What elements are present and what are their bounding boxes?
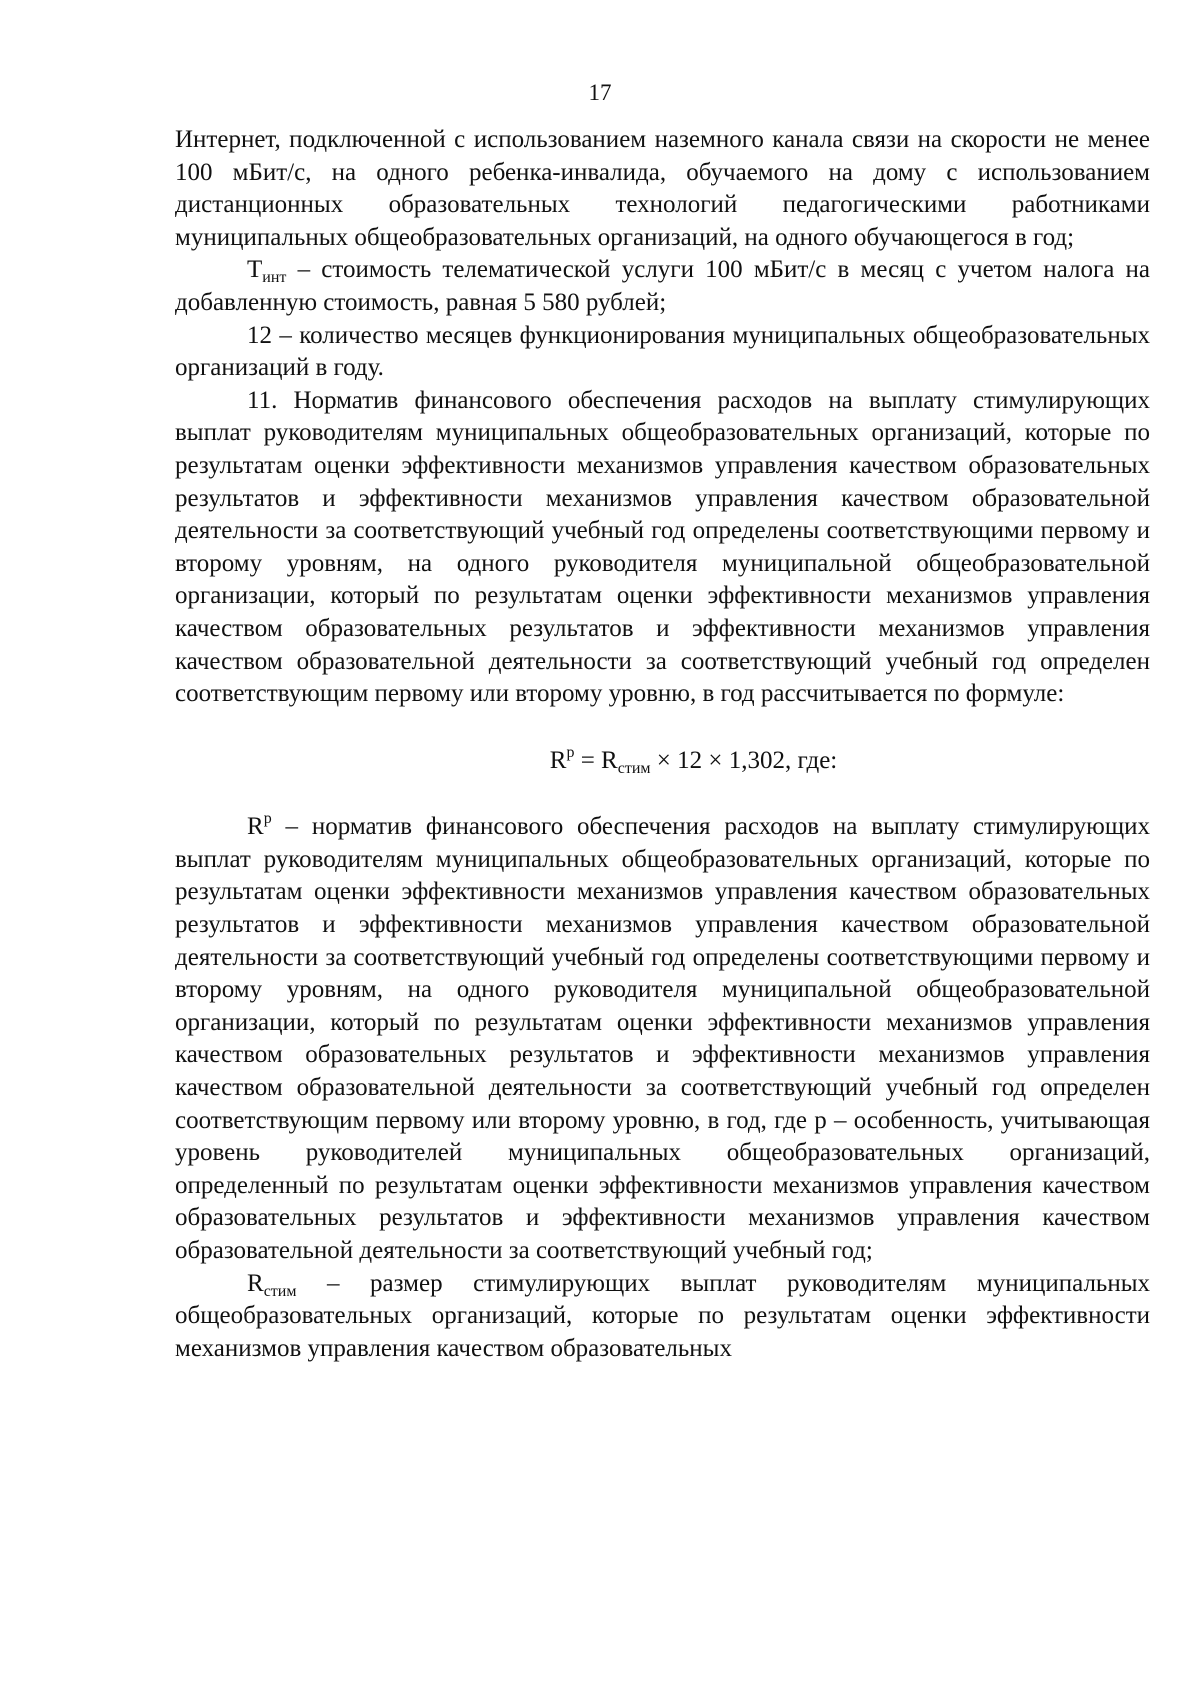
formula <box>175 745 1150 778</box>
term-r-p-superscript: р <box>263 810 272 828</box>
term-r-stim-subscript: стим <box>263 1282 297 1300</box>
term-r-stim <box>247 1269 297 1300</box>
page-number: 17 <box>588 80 612 105</box>
paragraph-months-definition: 12 – количество месяцев функционирования муниципальных общеобразовательных организаций в году. <box>175 321 1150 382</box>
formula-rhs-subscript: стим <box>617 759 651 777</box>
paragraph-item-11: 11. Норматив финансового обеспечения расходов на выплату стимулирующих выплат руководителям муниципальных общеобразовательных организаций, которые по результатам оценки эффективности механизмов управления качеством образовательных результатов и эффективности механизмов управления качеством образовательной деятельности за соответствующий учебный год определены соответствующими первому и второму уровням, на одного руководителя муниципальной общеобразовательной организации, который по результатам оценки эффективности механизмов управления качеством образовательных результатов и эффективности механизмов управления качеством образовательной деятельности за соответствующий учебный год определен соответствующим первому или второму уровню, в год рассчитывается по формуле: <box>175 386 1150 708</box>
formula-rhs-base: R <box>601 746 618 774</box>
document-body <box>175 124 1150 1365</box>
term-r-p-base: R <box>247 813 264 841</box>
formula-lhs-superscript: р <box>566 743 575 761</box>
formula-equals: = <box>574 746 602 774</box>
term-r-stim-base: R <box>247 1269 264 1297</box>
term-t-int <box>247 256 287 287</box>
formula-lhs-base: R <box>549 746 567 774</box>
paragraph-r-stim-text: – размер стимулирующих выплат руководителям муниципальных общеобразовательных организаций, которые по результатам оценки эффективности механизмов управления качеством образовательных <box>175 1269 1150 1362</box>
paragraph-t-int-definition <box>175 254 1150 319</box>
paragraph-r-stim-definition <box>175 1268 1150 1366</box>
term-t-int-subscript: инт <box>262 269 287 287</box>
paragraph-internet-cost: Интернет, подключенной с использованием наземного канала связи на скорости не менее 100 мБит/с, на одного ребенка-инвалида, обучаемого на дому с использованием дистанционных образовательных технологий педагогическими работниками муниципальных общеобразовательных организаций, на одного обучающегося в год; <box>175 126 1150 251</box>
paragraph-t-int-text: – стоимость телематической услуги 100 мБит/с в месяц с учетом налога на добавленную стоимость, равная 5 580 рублей; <box>175 256 1150 316</box>
term-t-int-base: Т <box>247 256 263 284</box>
paragraph-r-p-definition <box>175 811 1150 1267</box>
formula-rest: × 12 × 1,302, где: <box>650 746 838 774</box>
paragraph-r-p-text: – норматив финансового обеспечения расходов на выплату стимулирующих выплат руководителям муниципальных общеобразовательных организаций, которые по результатам оценки эффективности механизмов управления качеством образовательных результатов и эффективности механизмов управления качеством образовательной деятельности за соответствующий учебный год определены соответствующими первому и второму уровням, на одного руководителя муниципальной общеобразовательной организации, который по результатам оценки эффективности механизмов управления качеством образовательных результатов и эффективности механизмов управления качеством образовательной деятельности за соответствующий учебный год определен соответствующим первому или второму уровню, в год, где р – особенность, учитывающая уровень руководителей муниципальных общеобразовательных организаций, определенный по результатам оценки эффективности механизмов управления качеством образовательных результатов и эффективности механизмов управления качеством образовательной деятельности за соответствующий учебный год; <box>175 813 1150 1264</box>
term-r-p <box>247 810 272 841</box>
